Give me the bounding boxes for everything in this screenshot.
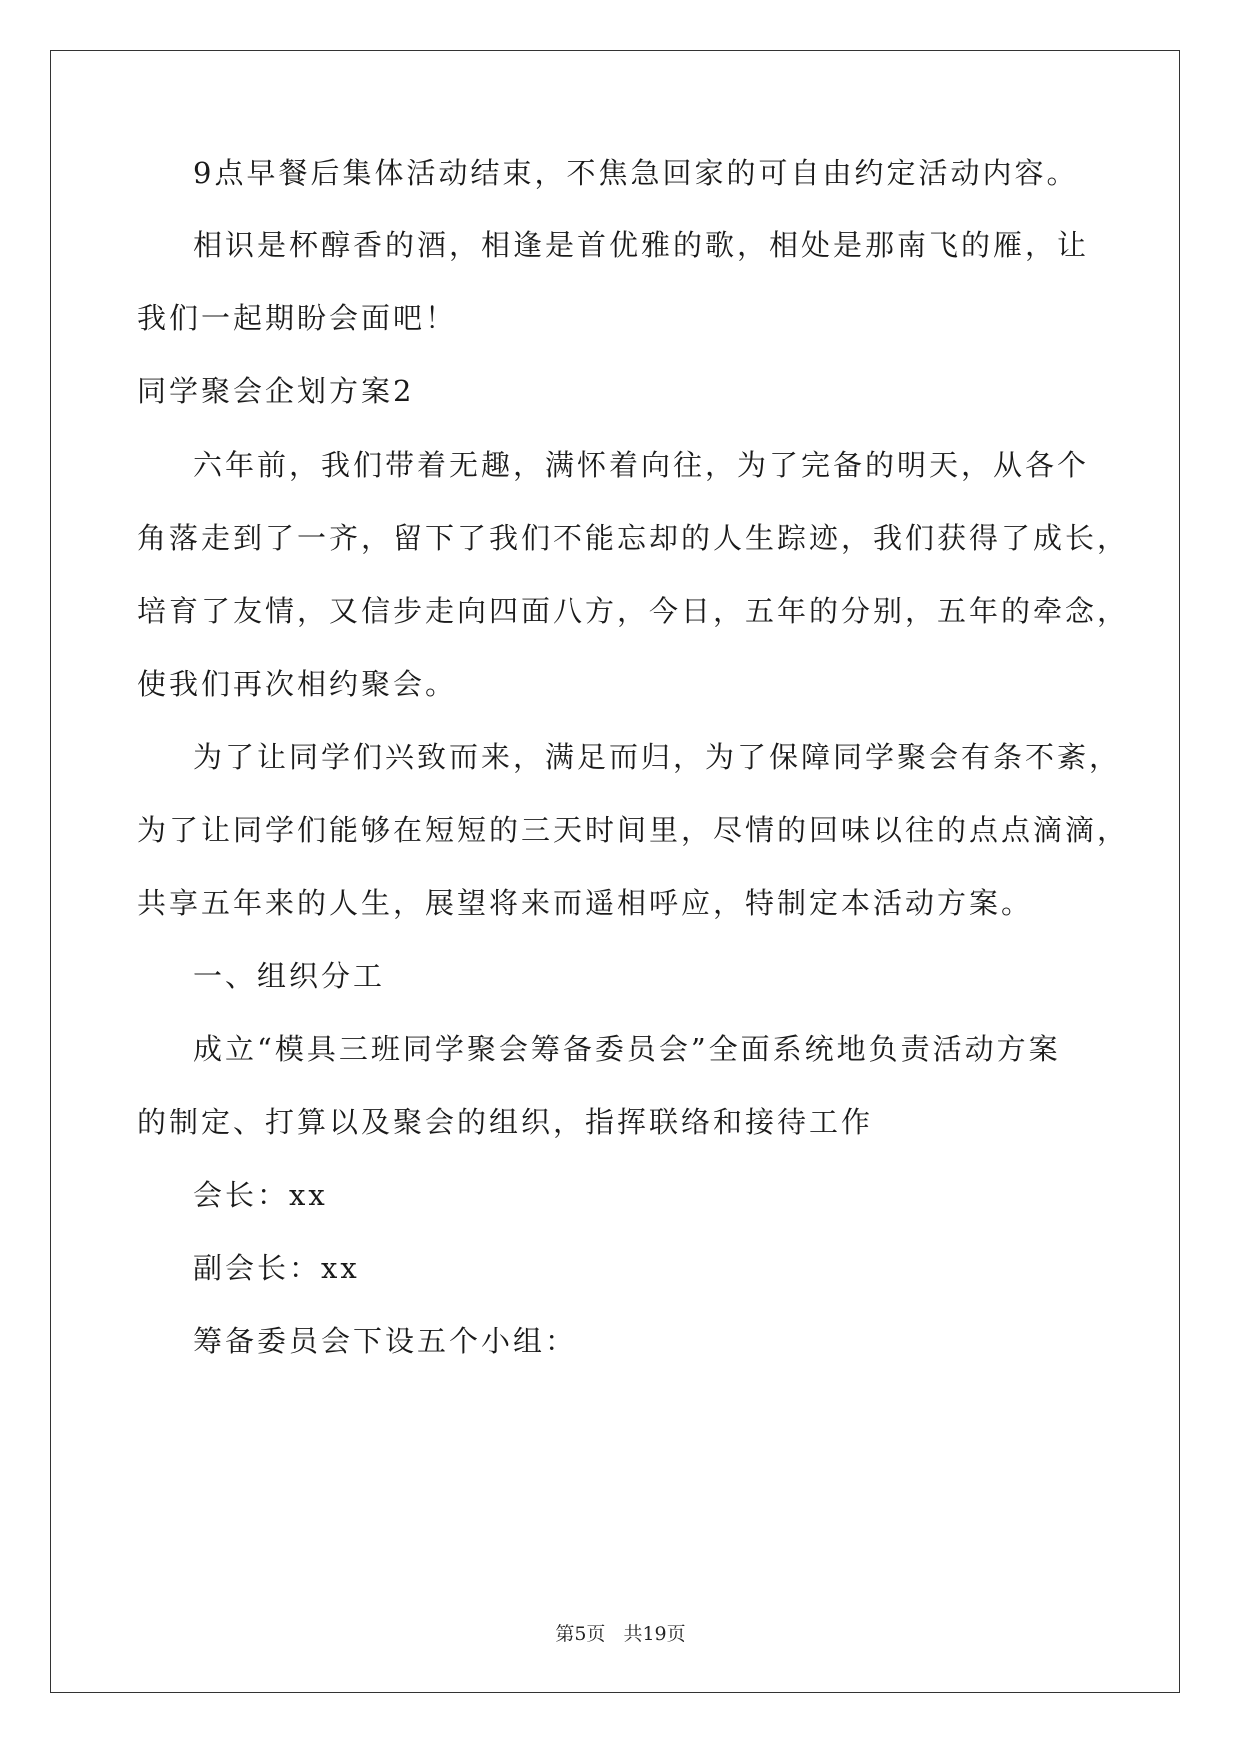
section-heading: 一、组织分工 [193,959,386,993]
paragraph-line: 9点早餐后集体活动结束，不焦急回家的可自由约定活动内容。 [193,156,1079,190]
paragraph-line: 为了让同学们兴致而来，满足而归，为了保障同学聚会有条不紊， [193,740,1122,774]
paragraph-line: 副会长：xx [193,1251,360,1285]
section-title: 同学聚会企划方案2 [137,374,415,408]
paragraph-line: 角落走到了一齐，留下了我们不能忘却的人生踪迹，我们获得了成长， [137,521,1130,555]
page-number: 第5页 [555,1623,606,1645]
paragraph-line: 为了让同学们能够在短短的三天时间里，尽情的回味以往的点点滴滴， [137,813,1130,847]
paragraph-line: 培育了友情，又信步走向四面八方，今日，五年的分别，五年的牵念， [137,594,1130,628]
paragraph-line: 使我们再次相约聚会。 [137,667,458,701]
page-total: 共19页 [623,1623,686,1645]
paragraph-line: 六年前，我们带着无趣，满怀着向往，为了完备的明天，从各个 [193,448,1090,482]
page-footer [0,1622,1241,1646]
page-border [50,50,1180,1693]
paragraph-line: 我们一起期盼会面吧！ [137,301,458,335]
paragraph-line: 共享五年来的人生，展望将来而遥相呼应，特制定本活动方案。 [137,886,1034,920]
paragraph-line: 成立“模具三班同学聚会筹备委员会”全面系统地负责活动方案 [193,1032,1061,1066]
paragraph-line: 的制定、打算以及聚会的组织，指挥联络和接待工作 [137,1105,874,1139]
paragraph-line: 筹备委员会下设五个小组： [193,1324,578,1358]
paragraph-line: 相识是杯醇香的酒，相逢是首优雅的歌，相处是那南飞的雁，让 [193,228,1090,262]
paragraph-line: 会长：xx [193,1178,328,1212]
